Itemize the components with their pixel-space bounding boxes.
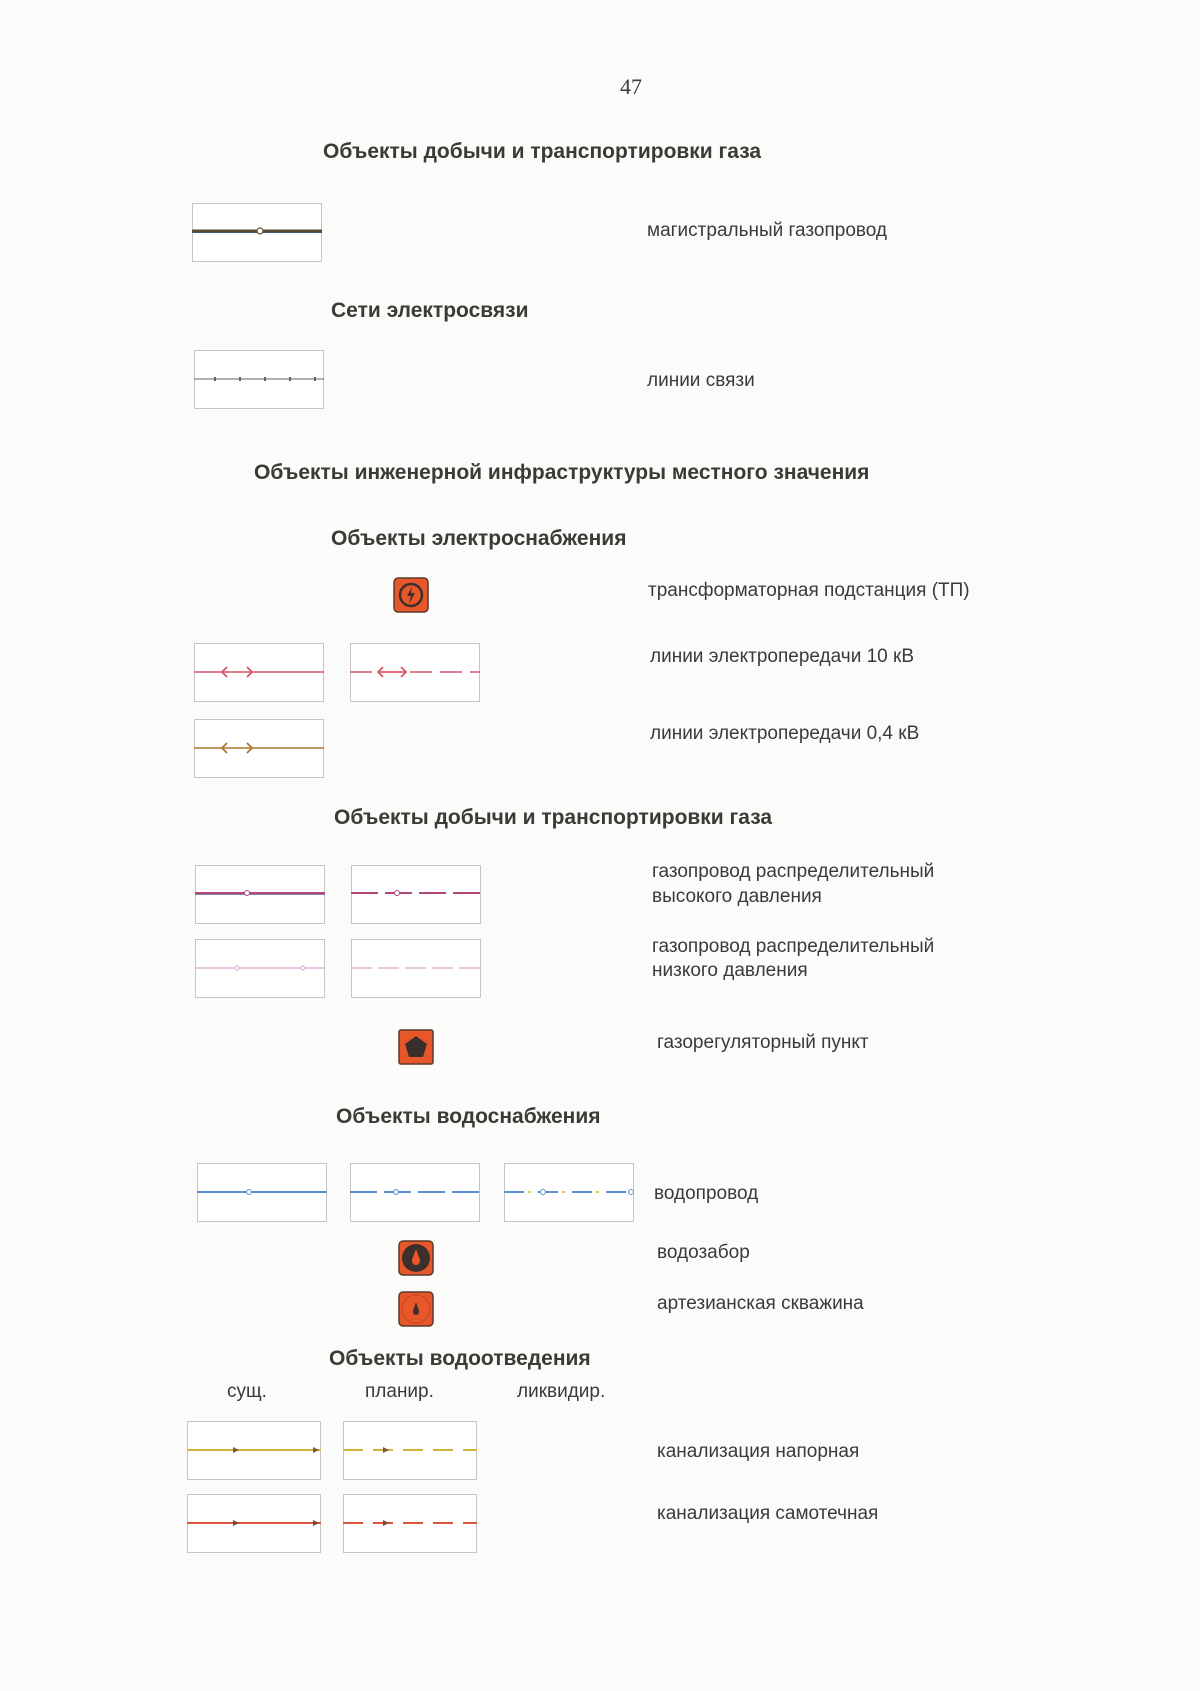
legend-symbol-water-pipe-liquidated — [504, 1163, 634, 1222]
section-title-gas-transport: Объекты добычи и транспортировки газа — [323, 140, 762, 163]
legend-label: водозабор — [657, 1242, 750, 1263]
section-title-telecom: Сети электросвязи — [331, 299, 529, 322]
section-title-power-supply: Объекты электроснабжения — [331, 527, 627, 550]
legend-label: трансформаторная подстанция (ТП) — [648, 580, 970, 601]
section-title-gas-transport: Объекты добычи и транспортировки газа — [334, 806, 773, 829]
legend-symbol-water-pipe-existing — [197, 1163, 327, 1222]
water-intake-icon — [398, 1240, 434, 1276]
legend-label: газопровод распределительный — [652, 861, 935, 882]
legend-symbol-communication-lines — [194, 350, 324, 409]
legend-label: высокого давления — [652, 886, 822, 907]
legend-label: газорегуляторный пункт — [657, 1032, 869, 1053]
legend-symbol-water-pipe-planned — [350, 1163, 480, 1222]
legend-symbol-pressure-sewer-planned — [343, 1421, 477, 1480]
legend-label: магистральный газопровод — [647, 220, 888, 241]
legend-label: газопровод распределительный — [652, 936, 935, 957]
column-header-existing: сущ. — [227, 1381, 267, 1402]
gas-regulator-point-icon — [398, 1029, 434, 1065]
legend-label: линии связи — [647, 370, 755, 391]
legend-symbol-power-line-04kv — [194, 719, 324, 778]
column-header-liquidated: ликвидир. — [517, 1381, 606, 1402]
legend-symbol-gas-high-pressure-planned — [351, 865, 481, 924]
section-title-sewerage: Объекты водоотведения — [329, 1347, 591, 1370]
legend-symbol-gravity-sewer-existing — [187, 1494, 321, 1553]
legend-symbol-gravity-sewer-planned — [343, 1494, 477, 1553]
legend-symbol-power-line-10kv-existing — [194, 643, 324, 702]
transformer-substation-icon — [393, 577, 429, 613]
section-title-local-infrastructure: Объекты инженерной инфраструктуры местного значения — [254, 461, 870, 484]
legend-label: линии электропередачи 0,4 кВ — [650, 723, 920, 744]
section-title-water-supply: Объекты водоснабжения — [336, 1105, 601, 1128]
legend-symbol-gas-low-pressure-planned — [351, 939, 481, 998]
legend-label: артезианская скважина — [657, 1293, 864, 1314]
column-header-planned: планир. — [365, 1381, 434, 1402]
legend-label: канализация напорная — [657, 1441, 860, 1462]
legend-symbol-gas-high-pressure-existing — [195, 865, 325, 924]
legend-symbol-power-line-10kv-planned — [350, 643, 480, 702]
legend-symbol-pressure-sewer-existing — [187, 1421, 321, 1480]
legend-label: низкого давления — [652, 960, 808, 981]
legend-label: водопровод — [654, 1183, 759, 1204]
legend-symbol-main-gas-pipeline — [192, 203, 322, 262]
artesian-well-icon — [398, 1291, 434, 1327]
legend-label: канализация самотечная — [657, 1503, 879, 1524]
legend-label: линии электропередачи 10 кВ — [650, 646, 914, 667]
page-number: 47 — [620, 74, 642, 99]
legend-symbol-gas-low-pressure-existing — [195, 939, 325, 998]
